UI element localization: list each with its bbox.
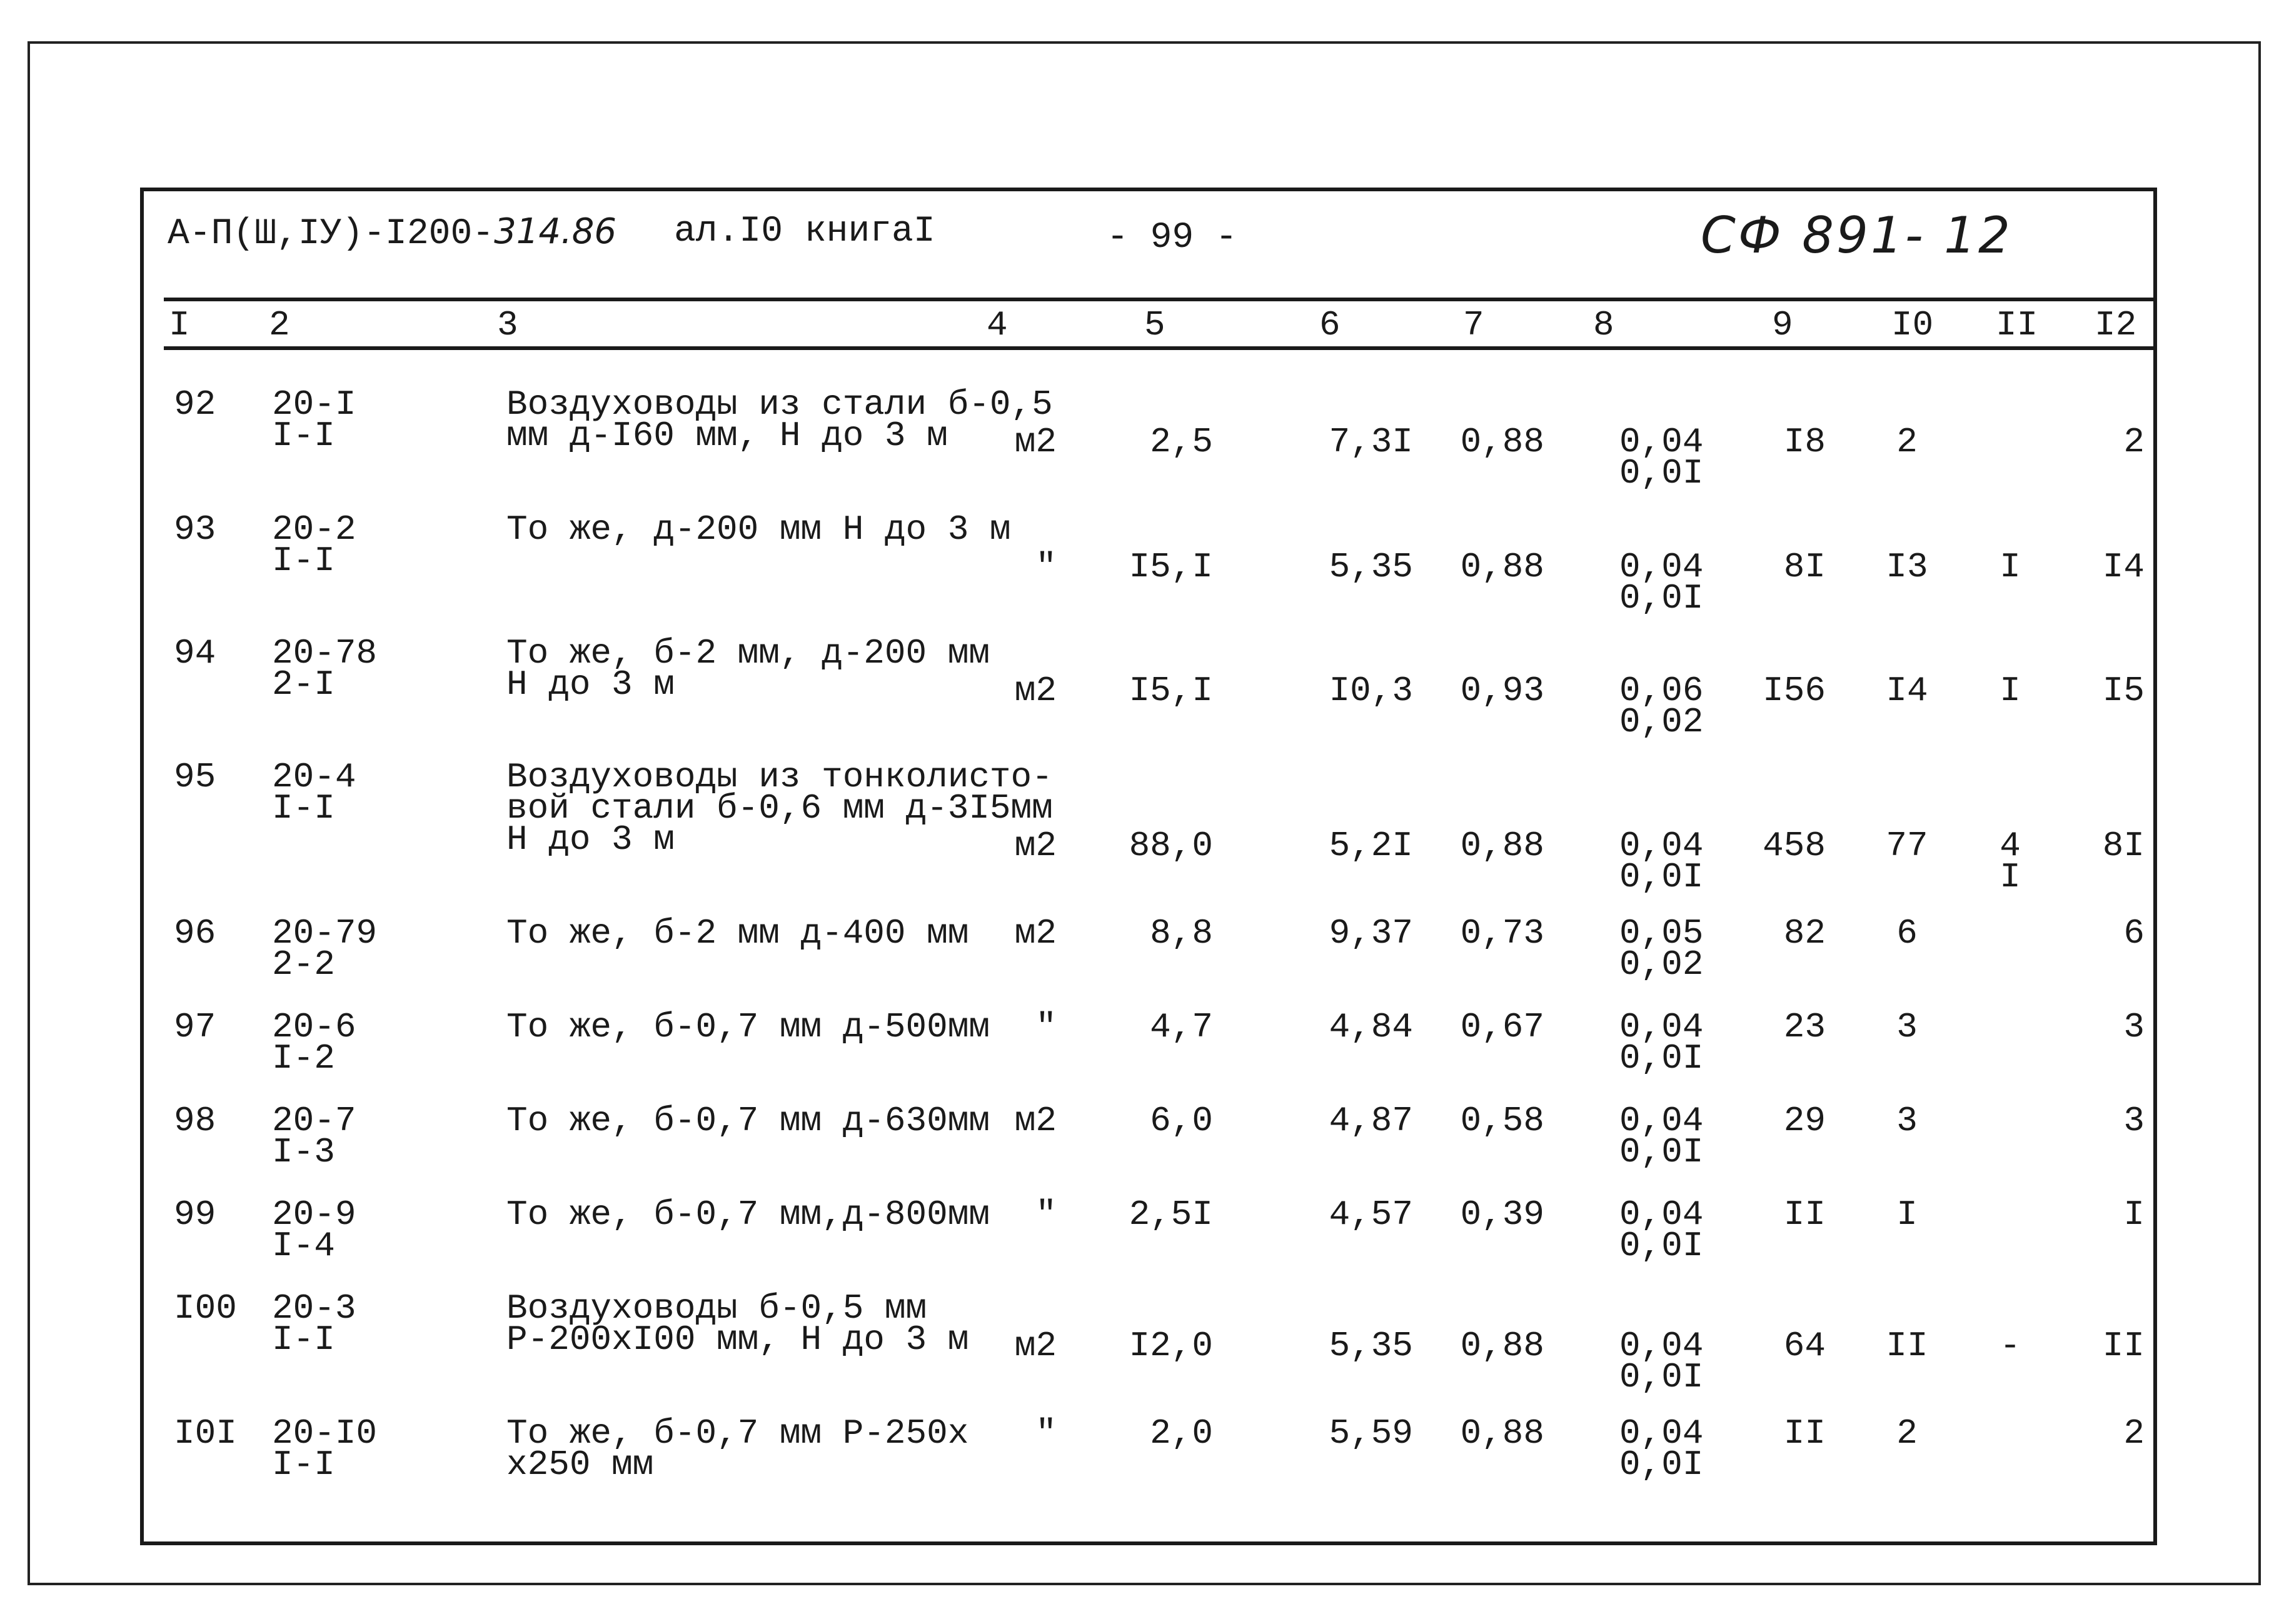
cell-num: 96: [174, 913, 216, 953]
cell-c10: 3: [1896, 1007, 1918, 1047]
cell-c11: 4 I: [2000, 826, 2021, 897]
cell-code: 20-6 I-2: [272, 1007, 356, 1078]
cell-desc: Воздуховоды б-0,5 мм Р-200хI00 мм, Н до 3 м: [506, 1288, 969, 1360]
cell-c8: 0,04 0,0I: [1619, 1326, 1704, 1397]
cell-c7: 0,58: [1460, 1101, 1544, 1141]
cell-desc: Воздуховоды из стали б-0,5 мм д-I60 мм, Н до 3 м: [506, 384, 1053, 456]
cell-num: I00: [174, 1288, 237, 1328]
cell-num: I0I: [174, 1413, 237, 1453]
cell-c9: 8I: [1783, 547, 1826, 587]
cell-c5: I5,I: [1129, 547, 1213, 587]
cell-c12: 6: [2123, 913, 2145, 953]
column-number: 4: [987, 305, 1008, 345]
cell-c6: 5,35: [1329, 547, 1413, 587]
cell-c5: 4,7: [1150, 1007, 1213, 1047]
column-number: I: [169, 305, 190, 345]
handwritten-stamp: СФ 891- 12: [1701, 206, 2013, 264]
header-rule-bottom: [164, 346, 2157, 350]
cell-c9: 458: [1763, 826, 1826, 866]
cell-c5: 2,0: [1150, 1413, 1213, 1453]
cell-desc: То же, б-0,7 мм,д-800мм: [506, 1195, 990, 1235]
cell-c6: 5,35: [1329, 1326, 1413, 1366]
cell-c12: 2: [2123, 422, 2145, 462]
album-book: ал.I0 книгаI: [674, 211, 935, 252]
cell-unit: ": [1035, 1007, 1057, 1047]
cell-c9: 82: [1783, 913, 1826, 953]
cell-c12: 8I: [2102, 826, 2145, 866]
cell-c7: 0,88: [1460, 1326, 1544, 1366]
cell-unit: м2: [1014, 1101, 1057, 1141]
cell-desc: Воздуховоды из тонколисто- вой стали б-0,6 мм д-3I5мм Н до 3 м: [506, 757, 1053, 860]
cell-c10: 3: [1896, 1101, 1918, 1141]
cell-desc: То же, б-2 мм, д-200 мм Н до 3 м: [506, 633, 990, 704]
cell-c8: 0,04 0,0I: [1619, 422, 1704, 493]
cell-c7: 0,88: [1460, 826, 1544, 866]
column-number: 5: [1144, 305, 1165, 345]
cell-c7: 0,67: [1460, 1007, 1544, 1047]
cell-code: 20-9 I-4: [272, 1195, 356, 1266]
cell-c9: II: [1783, 1413, 1826, 1453]
cell-c12: I: [2123, 1195, 2145, 1235]
cell-c10: I4: [1886, 671, 1928, 711]
cell-code: 20-79 2-2: [272, 913, 378, 985]
cell-c12: 2: [2123, 1413, 2145, 1453]
cell-c10: I: [1896, 1195, 1918, 1235]
header-rule-top: [164, 298, 2157, 301]
cell-unit: м2: [1014, 913, 1057, 953]
document-code-handwritten: 314.86: [494, 211, 617, 252]
cell-c7: 0,93: [1460, 671, 1544, 711]
column-number: 9: [1772, 305, 1793, 345]
cell-c7: 0,73: [1460, 913, 1544, 953]
cell-c8: 0,04 0,0I: [1619, 1413, 1704, 1485]
column-number: 8: [1593, 305, 1614, 345]
cell-num: 93: [174, 509, 216, 549]
cell-c6: 4,87: [1329, 1101, 1413, 1141]
cell-c7: 0,39: [1460, 1195, 1544, 1235]
cell-c9: I56: [1763, 671, 1826, 711]
cell-c6: I0,3: [1329, 671, 1413, 711]
cell-code: 20-78 2-I: [272, 633, 378, 704]
cell-c6: 7,3I: [1329, 422, 1413, 462]
cell-unit: м2: [1014, 671, 1057, 711]
cell-unit: ": [1035, 1195, 1057, 1235]
cell-c10: I3: [1886, 547, 1928, 587]
cell-c7: 0,88: [1460, 422, 1544, 462]
cell-c9: II: [1783, 1195, 1826, 1235]
cell-c6: 5,59: [1329, 1413, 1413, 1453]
cell-desc: То же, б-0,7 мм д-630мм: [506, 1101, 990, 1141]
cell-c6: 9,37: [1329, 913, 1413, 953]
cell-c12: 3: [2123, 1101, 2145, 1141]
cell-c12: II: [2102, 1326, 2145, 1366]
cell-c8: 0,04 0,0I: [1619, 1007, 1704, 1078]
cell-c9: 23: [1783, 1007, 1826, 1047]
cell-num: 92: [174, 384, 216, 424]
cell-c10: 6: [1896, 913, 1918, 953]
cell-c8: 0,04 0,0I: [1619, 1195, 1704, 1266]
cell-unit: ": [1035, 547, 1057, 587]
cell-code: 20-I I-I: [272, 384, 356, 456]
cell-c10: 2: [1896, 1413, 1918, 1453]
column-number: 7: [1463, 305, 1484, 345]
cell-c5: I2,0: [1129, 1326, 1213, 1366]
cell-c6: 4,84: [1329, 1007, 1413, 1047]
cell-c9: 64: [1783, 1326, 1826, 1366]
cell-c11: I: [2000, 547, 2021, 587]
cell-desc: То же, д-200 мм Н до 3 м: [506, 509, 1011, 549]
column-number: 3: [497, 305, 518, 345]
cell-unit: ": [1035, 1413, 1057, 1453]
cell-desc: То же, б-0,7 мм д-500мм: [506, 1007, 990, 1047]
cell-code: 20-2 I-I: [272, 509, 356, 581]
cell-num: 98: [174, 1101, 216, 1141]
cell-c10: II: [1886, 1326, 1928, 1366]
cell-c11: I: [2000, 671, 2021, 711]
cell-c5: 6,0: [1150, 1101, 1213, 1141]
cell-num: 94: [174, 633, 216, 673]
cell-num: 97: [174, 1007, 216, 1047]
cell-c5: 8,8: [1150, 913, 1213, 953]
cell-c8: 0,04 0,0I: [1619, 826, 1704, 897]
cell-c11: -: [2000, 1326, 2021, 1366]
cell-desc: То же, б-0,7 мм Р-250х х250 мм: [506, 1413, 969, 1485]
document-code: [168, 211, 616, 254]
cell-c8: 0,04 0,0I: [1619, 547, 1704, 618]
cell-c12: I4: [2102, 547, 2145, 587]
cell-c8: 0,04 0,0I: [1619, 1101, 1704, 1172]
cell-c10: 2: [1896, 422, 1918, 462]
cell-code: 20-7 I-3: [272, 1101, 356, 1172]
cell-desc: То же, б-2 мм д-400 мм: [506, 913, 969, 953]
cell-code: 20-3 I-I: [272, 1288, 356, 1360]
cell-c8: 0,06 0,02: [1619, 671, 1704, 742]
cell-c5: 2,5: [1150, 422, 1213, 462]
cell-num: 95: [174, 757, 216, 797]
cell-unit: м2: [1014, 422, 1057, 462]
cell-code: 20-I0 I-I: [272, 1413, 378, 1485]
column-number: 2: [269, 305, 290, 345]
cell-c5: 2,5I: [1129, 1195, 1213, 1235]
cell-c8: 0,05 0,02: [1619, 913, 1704, 985]
column-number: I0: [1891, 305, 1934, 345]
column-number: II: [1996, 305, 2038, 345]
cell-unit: м2: [1014, 826, 1057, 866]
cell-c9: I8: [1783, 422, 1826, 462]
cell-c5: 88,0: [1129, 826, 1213, 866]
cell-c12: 3: [2123, 1007, 2145, 1047]
cell-c6: 4,57: [1329, 1195, 1413, 1235]
cell-c7: 0,88: [1460, 547, 1544, 587]
column-number: I2: [2095, 305, 2137, 345]
page-number: - 99 -: [1107, 218, 1237, 258]
cell-code: 20-4 I-I: [272, 757, 356, 828]
cell-c5: I5,I: [1129, 671, 1213, 711]
document-code-prefix: А-П(Ш,IУ)-I200-: [168, 214, 495, 254]
cell-unit: м2: [1014, 1326, 1057, 1366]
cell-c10: 77: [1886, 826, 1928, 866]
cell-c12: I5: [2102, 671, 2145, 711]
cell-c6: 5,2I: [1329, 826, 1413, 866]
cell-c7: 0,88: [1460, 1413, 1544, 1453]
cell-num: 99: [174, 1195, 216, 1235]
column-number: 6: [1319, 305, 1341, 345]
cell-c9: 29: [1783, 1101, 1826, 1141]
